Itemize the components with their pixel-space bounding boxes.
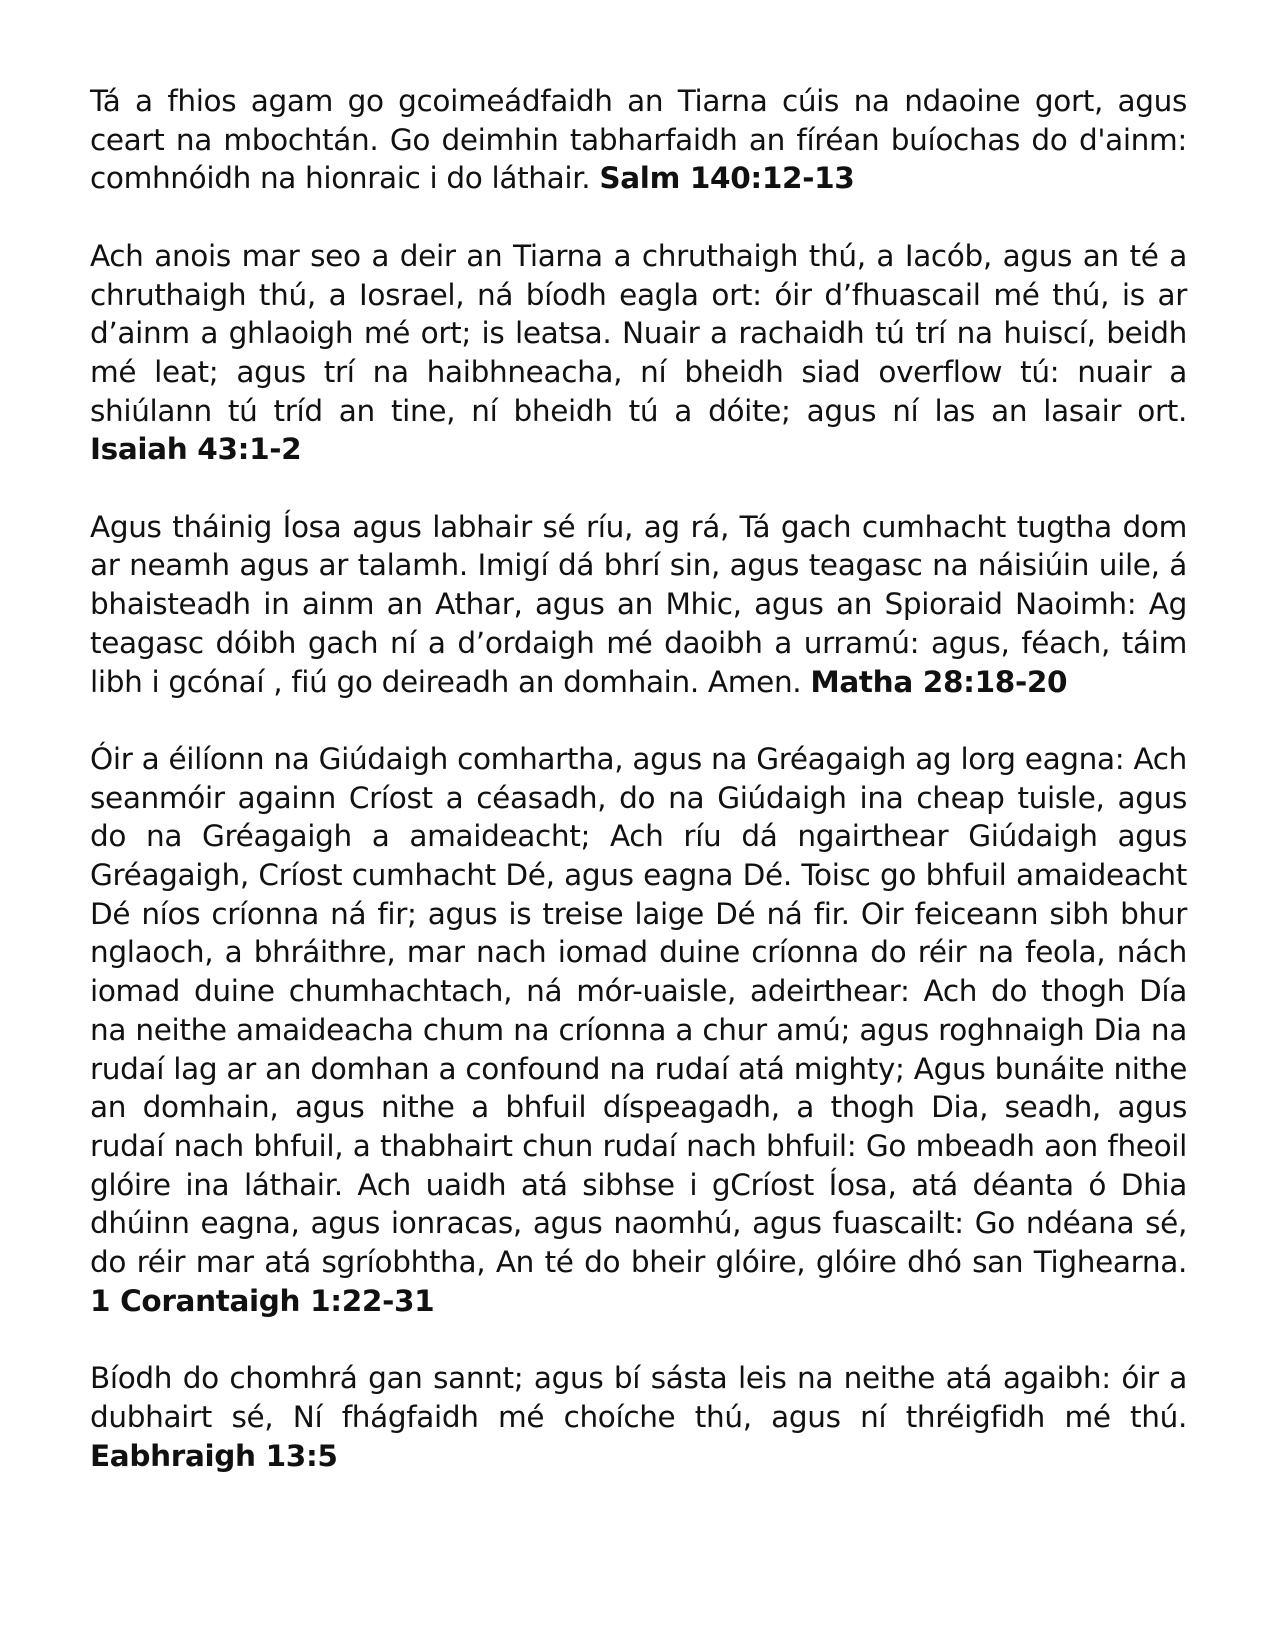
scripture-reference: Eabhraigh 13:5 (90, 1438, 338, 1473)
passage-text: Bíodh do chomhrá gan sannt; agus bí sásta leis na neithe atá agaibh: óir a dubhairt sé, Ní fhágfaidh mé choíche thú, agus ní thréigfidh mé thú. (90, 1361, 1187, 1434)
passage-text: Ach anois mar seo a deir an Tiarna a chruthaigh thú, a Iacób, agus an té a chruthaigh thú, a Iosrael, ná bíodh eagla ort: óir d’fhuascail mé thú, is ar d’ainm a ghlaoigh mé ort; is leatsa. Nuair a rachaidh tú trí na huiscí, beidh mé leat; agus trí na haibhneacha, ní bheidh siad overflow tú: nuair a shiúlann tú tríd an tine, ní bheidh tú a dóite; agus ní las an lasair ort. (90, 238, 1187, 428)
passage-hebrews-13 (90, 1359, 1187, 1475)
passage-psalm-140 (90, 82, 1187, 198)
scripture-reference: Isaiah 43:1-2 (90, 432, 302, 467)
passage-matthew-28 (90, 508, 1187, 702)
scripture-reference: 1 Corantaigh 1:22-31 (90, 1283, 435, 1318)
passage-isaiah-43 (90, 237, 1187, 469)
passage-1-corinthians-1 (90, 740, 1187, 1321)
document-page (90, 82, 1187, 1514)
scripture-reference: Matha 28:18-20 (810, 664, 1068, 699)
scripture-reference: Salm 140:12-13 (599, 161, 855, 196)
passage-text: Óir a éilíonn na Giúdaigh comhartha, agus na Gréagaigh ag lorg eagna: Ach seanmóir againn Críost a céasadh, do na Giúdaigh ina cheap tuisle, agus do na Gréagaigh a amaideacht; Ach ríu dá ngairthear Giúdaigh agus Gréagaigh, Críost cumhacht Dé, agus eagna Dé. Toisc go bhfuil amaideacht Dé níos críonna ná fir; agus is treise laige Dé ná fir. Oir feiceann sibh bhur nglaoch, a bhráithre, mar nach iomad duine críonna do réir na feola, nách iomad duine chumhachtach, ná mór-uaisle, adeirthear: Ach do thogh Día na neithe amaideacha chum na críonna a chur amú; agus roghnaigh Dia na rudaí lag ar an domhan a confound na rudaí atá mighty; Agus bunáite nithe an domhain, agus nithe a bhfuil díspeagadh, a thogh Dia, seadh, agus rudaí nach bhfuil, a thabhairt chun rudaí nach bhfuil: Go mbeadh aon fheoil glóire ina láthair. Ach uaidh atá sibhse i gCríost Íosa, atá déanta ó Dhia dhúinn eagna, agus ionracas, agus naomhú, agus fuascailt: Go ndéana sé, do réir mar atá sgríobhtha, An té do bheir glóire, glóire dhó san Tighearna. (90, 741, 1187, 1280)
passage-text: Agus tháinig Íosa agus labhair sé ríu, ag rá, Tá gach cumhacht tugtha dom ar neamh agus ar talamh. Imigí dá bhrí sin, agus teagasc na náisiúin uile, á bhaisteadh in ainm an Athar, agus an Mhic, agus an Spioraid Naoimh: Ag teagasc dóibh gach ní a d’ordaigh mé daoibh a urramú: agus, féach, táim libh i gcónaí , fiú go deireadh an domhain. Amen. (90, 509, 1187, 699)
passage-text: Tá a fhios agam go gcoimeádfaidh an Tiarna cúis na ndaoine gort, agus ceart na mbochtán. Go deimhin tabharfaidh an fíréan buíochas do d'ainm: comhnóidh na hionraic i do láthair. (90, 84, 1187, 196)
